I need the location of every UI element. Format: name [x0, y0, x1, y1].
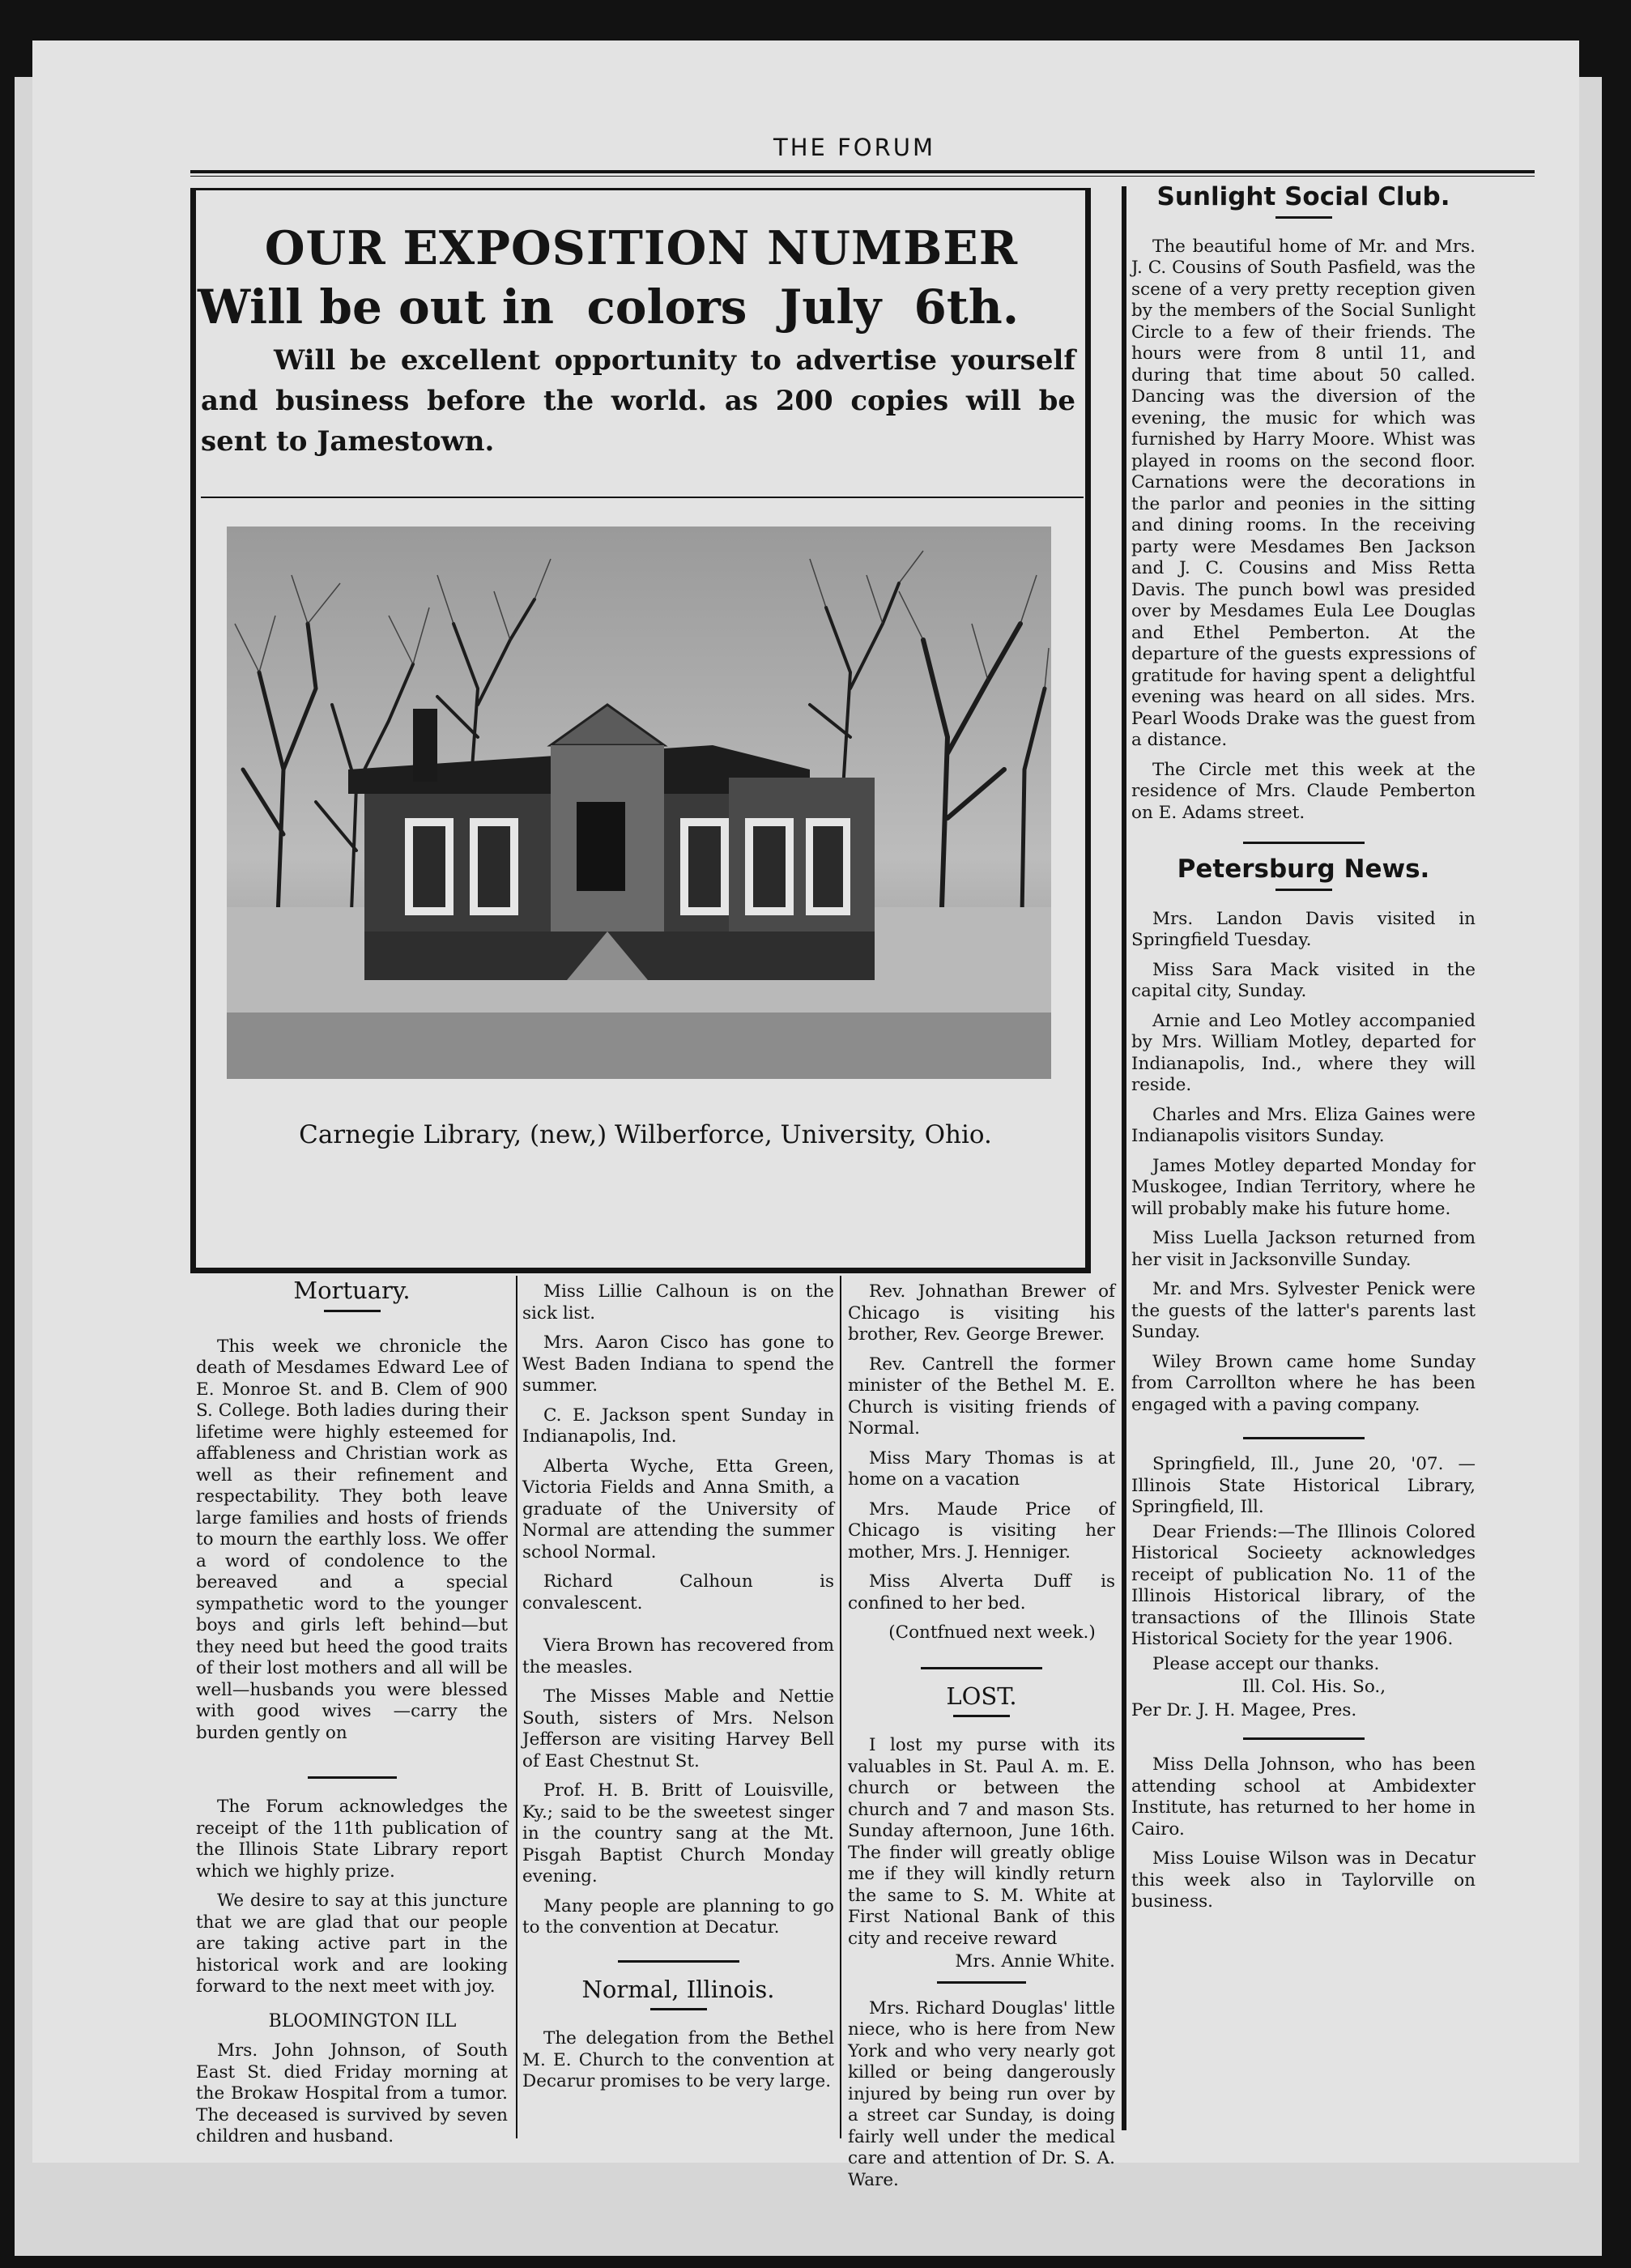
continued-note: (Contfnued next week.) — [888, 1622, 1096, 1643]
petersburg-item: Wiley Brown came home Sunday from Carrollton where he has been engaged with a paving company. — [1131, 1351, 1476, 1415]
col3-item: Miss Alverta Duff is confined to her bed. — [848, 1571, 1115, 1614]
petersburg-item: James Motley departed Monday for Muskogee, Indian Territory, where he will probably make his future home. — [1131, 1155, 1476, 1219]
bloomington-body: Mrs. John Johnson, of South East St. died Friday morning at the Brokaw Hospital from a tumor. The deceased is survived by seven children and husband. — [196, 2040, 508, 2146]
right-column — [1131, 182, 1476, 1921]
mortuary-body: This week we chronicle the death of Mesdames Edward Lee of E. Monroe St. and B. Clem of 900 S. College. Both ladies during their lifetime were highly esteemed for affableness and Christian work as well as their refinement and respectability. They both leave large families and hosts of friends to mourn the earthly loss. We offer a word of condolence to the bereaved and a special sympathetic word to the younger boys and girls left behind—but they need but heed the good traits of their lost mothers and all will be well—husbands you were blessed with good wives —carry the burden gently on — [196, 1336, 508, 1743]
petersburg-item: Miss Luella Jackson returned from her visit in Jacksonville Sunday. — [1131, 1228, 1476, 1270]
right-bottom-item: Miss Della Johnson, who has been attending school at Ambidexter Institute, has returned to her home in Cairo. — [1131, 1754, 1476, 1840]
column-3 — [848, 1281, 1115, 2199]
petersburg-title: Petersburg News. — [1177, 855, 1430, 884]
lost-signature: Mrs. Annie White. — [955, 1951, 1115, 1972]
photo-caption: Carnegie Library, (new,) Wilberforce, University, Ohio. — [299, 1120, 992, 1149]
lost-rule — [953, 1715, 1010, 1717]
col3-item: Mrs. Maude Price of Chicago is visiting her mother, Mrs. J. Henniger. — [848, 1498, 1115, 1562]
masthead-rule-thin — [190, 176, 1535, 177]
column-1 — [196, 1277, 508, 2156]
col2-item: The Misses Mable and Nettie South, sisters of Mrs. Nelson Jefferson are visiting Harvey Bell of East Chestnut St. — [522, 1686, 834, 1771]
ad-headline: OUR EXPOSITION NUMBER — [264, 221, 1019, 275]
petersburg-item: Mrs. Landon Davis visited in Springfield Tuesday. — [1131, 908, 1476, 950]
column-2 — [522, 1281, 834, 2101]
col2-item: C. E. Jackson spent Sunday in Indianapolis, Ind. — [522, 1405, 834, 1447]
sunlight-rule — [1275, 216, 1332, 219]
letter-rule — [1243, 1437, 1365, 1439]
column-rule-1 — [516, 1276, 517, 2138]
petersburg-rule — [1275, 889, 1332, 891]
lost-title: LOST. — [946, 1682, 1017, 1710]
right-bottom-rule — [1243, 1737, 1365, 1740]
sunlight-paragraph: The Circle met this week at the residence of Mrs. Claude Pemberton on E. Adams street. — [1131, 759, 1476, 823]
letter-thanks: Please accept our thanks. — [1152, 1653, 1380, 1674]
letter-signature-2: Per Dr. J. H. Magee, Pres. — [1131, 1699, 1357, 1720]
masthead-rule — [190, 170, 1535, 173]
sunlight-title: Sunlight Social Club. — [1156, 182, 1450, 211]
col3-item: Miss Mary Thomas is at home on a vacation — [848, 1447, 1115, 1490]
library-note: We desire to say at this juncture that we are glad that our people are taking active part in the historical work and are looking forward to the next meet with joy. — [196, 1891, 508, 1997]
col2-item: Many people are planning to go to the convention at Decatur. — [522, 1895, 834, 1938]
ad-subhead: Will be out in colors July 6th. — [198, 279, 1020, 335]
col2-item: Alberta Wyche, Etta Green, Victoria Fields and Anna Smith, a graduate of the University of Normal are attending the summer school Normal. — [522, 1456, 834, 1562]
petersburg-item: Charles and Mrs. Eliza Gaines were Indianapolis visitors Sunday. — [1131, 1104, 1476, 1146]
library-photo — [227, 526, 1051, 1079]
lost-body: I lost my purse with its valuables in St. Paul A. m. E. church or between the church and 7 and mason Sts. Sunday afternoon, June 16th. The finder will greatly oblige me if they will kindly return the same to S. M. White at First National Bank of this city and receive reward — [848, 1735, 1115, 1949]
ad-body: Will be excellent opportunity to advertise yourself and business before the world. as 200 copies will be sent to Jamestown. — [201, 344, 1075, 458]
right-bottom-item: Miss Louise Wilson was in Decatur this week also in Taylorville on business. — [1131, 1848, 1476, 1912]
masthead-title: THE FORUM — [773, 134, 935, 161]
petersburg-item: Mr. and Mrs. Sylvester Penick were the guests of the latter's parents last Sunday. — [1131, 1279, 1476, 1342]
normal-title: Normal, Illinois. — [581, 1975, 775, 2003]
newspaper-page — [32, 40, 1579, 2190]
letter-dateline: Springfield, Ill., June 20, '07. —Illinois State Historical Library, Springfield, Ill. — [1131, 1454, 1476, 1517]
library-photo-illustration — [227, 526, 1051, 1079]
col2-item: Mrs. Aaron Cisco has gone to West Baden Indiana to spend the summer. — [522, 1332, 834, 1396]
douglas-rule — [937, 1981, 1026, 1984]
ad-divider — [201, 497, 1084, 498]
petersburg-rule-top — [1243, 842, 1365, 844]
library-note: The Forum acknowledges the receipt of the 11th publication of the Illinois State Library report which we highly prize. — [196, 1797, 508, 1882]
col2-item: Richard Calhoun is convalescent. — [522, 1571, 834, 1614]
normal-body: The delegation from the Bethel M. E. Church to the convention at Decarur promises to be very large. — [522, 2028, 834, 2091]
douglas-item: Mrs. Richard Douglas' little niece, who is here from New York and who very nearly got killed or being dangerously injured by being run over by a street car Sunday, is doing fairly well under the medical care and attention of Dr. S. A. Ware. — [848, 1997, 1115, 2190]
col3-item: Rev. Johnathan Brewer of Chicago is visiting his brother, Rev. George Brewer. — [848, 1281, 1115, 1345]
normal-rule — [650, 2008, 707, 2010]
column-rule-2 — [840, 1276, 841, 2138]
column-rule-3 — [1122, 186, 1126, 2130]
ad-box — [190, 188, 1091, 1273]
mortuary-rule — [324, 1310, 381, 1312]
letter-signature-1: Ill. Col. His. So., — [1241, 1677, 1386, 1697]
mortuary-title: Mortuary. — [293, 1277, 411, 1304]
bloomington-title: BLOOMINGTON ILL — [268, 2010, 457, 2031]
petersburg-item: Arnie and Leo Motley accompanied by Mrs. William Motley, departed for Indianapolis, Ind., where they will reside. — [1131, 1010, 1476, 1095]
petersburg-item: Miss Sara Mack visited in the capital city, Sunday. — [1131, 959, 1476, 1001]
sunlight-paragraph: The beautiful home of Mr. and Mrs. J. C. Cousins of South Pasfield, was the scene of a very pretty reception given by the members of the Social Sunlight Circle to a few of their friends. The hours were from 8 until 11, and during that time about 50 called. Dancing was the diversion of the evening, the music for which was furnished by Harry Moore. Whist was played in rooms on the second floor. Carnations were the decorations in the parlor and peonies in the sitting and dining rooms. In the receiving party were Mesdames Ben Jackson and J. C. Cousins and Miss Retta Davis. The punch bowl was presided over by Mesdames Eula Lee Douglas and Ethel Pemberton. At the departure of the guests expressions of gratitude for having spent a delightful evening was heard on all sides. Mrs. Pearl Woods Drake was the guest from a distance. — [1131, 236, 1476, 750]
col3-item: Rev. Cantrell the former minister of the Bethel M. E. Church is visiting friends of Normal. — [848, 1354, 1115, 1439]
letter-body: Dear Friends:—The Illinois Colored Historical Socieety acknowledges receipt of publication No. 11 of the Illinois Historical library, of the transactions of the Illinois State Historical Society for the year 1906. — [1131, 1521, 1476, 1649]
col2-item: Viera Brown has recovered from the measles. — [522, 1635, 834, 1678]
library-note-rule — [308, 1776, 397, 1779]
normal-rule-top — [618, 1960, 739, 1963]
col2-item: Miss Lillie Calhoun is on the sick list. — [522, 1281, 834, 1324]
col2-item: Prof. H. B. Britt of Louisville, Ky.; said to be the sweetest singer in the country sang at the Mt. Pisgah Baptist Church Monday evening. — [522, 1780, 834, 1886]
lost-rule-top — [921, 1667, 1042, 1669]
